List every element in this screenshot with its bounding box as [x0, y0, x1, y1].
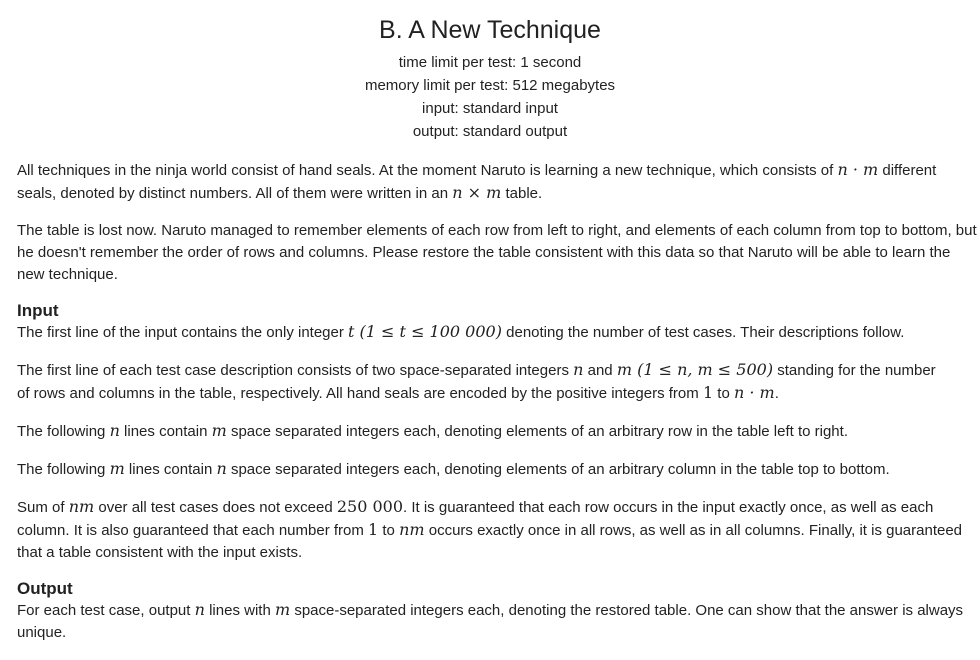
input-text: and	[587, 362, 613, 379]
problem-header	[0, 0, 980, 143]
input-text: to	[717, 385, 730, 402]
input-text: .	[774, 385, 779, 402]
problem-statement	[17, 159, 980, 659]
input-text: . It is guaranteed that each row occurs in the input exactly once, as well as each column. It is also guaranteed that each number from	[17, 499, 934, 539]
input-text: over all test cases does not exceed	[98, 499, 333, 516]
legend-text: different	[882, 162, 937, 179]
input-text: space separated integers each, denoting elements of an arbitrary row in the table left to right.	[230, 423, 848, 440]
input-text: The first line of the input contains the only integer	[17, 324, 344, 341]
math-number: 1	[368, 520, 379, 539]
input-text: occurs exactly once in all rows, as well as in all columns. Finally, it is guaranteed that a table consistent with the input exists.	[17, 522, 963, 561]
input-text: standing for the number	[777, 362, 936, 379]
legend-text: table.	[505, 185, 543, 202]
math-number: 1	[702, 383, 714, 402]
math-expression: m (1 ≤ n, m ≤ 500)	[616, 360, 774, 379]
output-text: For each test case, output	[17, 602, 191, 619]
output-source: output: standard output	[412, 123, 568, 140]
math-expression: t (1 ≤ t ≤ 100 000)	[348, 322, 502, 341]
legend-paragraph-2: The table is lost now. Naruto managed to remember elements of each row from left to right, and elements of each column from top to bottom, but he doesn't remember the order of rows and columns. Please restore the table consistent with this data so that Naruto will be able to learn the new technique.	[17, 222, 977, 283]
math-variable: m	[109, 459, 125, 478]
legend-text: All techniques in the ninja world consist of hand seals. At the moment Naruto is learning a new technique, which consists of	[17, 162, 834, 179]
math-variable: n	[194, 600, 205, 619]
input-text: to	[382, 522, 395, 539]
input-text: of rows and columns in the table, respectively. All hand seals are encoded by the positive integers from	[17, 385, 699, 402]
time-limit: time limit per test: 1 second	[398, 54, 582, 71]
input-paragraph-4	[17, 458, 980, 481]
input-paragraph-5	[17, 496, 980, 564]
output-heading: Output	[17, 579, 73, 598]
input-text: lines contain	[124, 423, 208, 440]
problem-title: B. A New Technique	[379, 16, 601, 44]
math-expression: nm	[68, 497, 95, 516]
input-text: space separated integers each, denoting elements of an arbitrary column in the table top to bottom.	[230, 461, 890, 478]
output-paragraph-1	[17, 599, 980, 644]
input-text: The following	[17, 461, 106, 478]
input-paragraph-1	[17, 321, 980, 344]
input-source: input: standard input	[422, 100, 558, 117]
math-variable: m	[211, 421, 227, 440]
input-text: lines contain	[128, 461, 213, 478]
legend-text: seals, denoted by distinct numbers. All of them were written in an	[17, 185, 449, 202]
legend-paragraph-1	[17, 159, 980, 205]
input-paragraph-2	[17, 359, 980, 405]
input-text: The first line of each test case description consists of two space-separated integers	[17, 362, 569, 379]
math-variable: n	[216, 459, 227, 478]
input-text: Sum of	[17, 499, 65, 516]
math-expression: n × m	[452, 183, 502, 202]
input-text: The following	[17, 423, 106, 440]
input-heading: Input	[17, 301, 59, 320]
math-expression: nm	[399, 520, 425, 539]
math-variable: m	[274, 600, 291, 619]
input-text: denoting the number of test cases. Their descriptions follow.	[506, 324, 905, 341]
math-expression: n · m	[733, 383, 775, 402]
math-number: 250 000	[336, 497, 404, 516]
math-variable: n	[109, 421, 120, 440]
memory-limit: memory limit per test: 512 megabytes	[364, 77, 616, 94]
input-paragraph-3	[17, 420, 980, 443]
math-expression: n · m	[837, 160, 879, 179]
math-variable: n	[573, 360, 584, 379]
output-text: lines with	[209, 602, 271, 619]
output-text: space-separated integers each, denoting the restored table. One can show that the answer is always unique.	[17, 602, 964, 641]
